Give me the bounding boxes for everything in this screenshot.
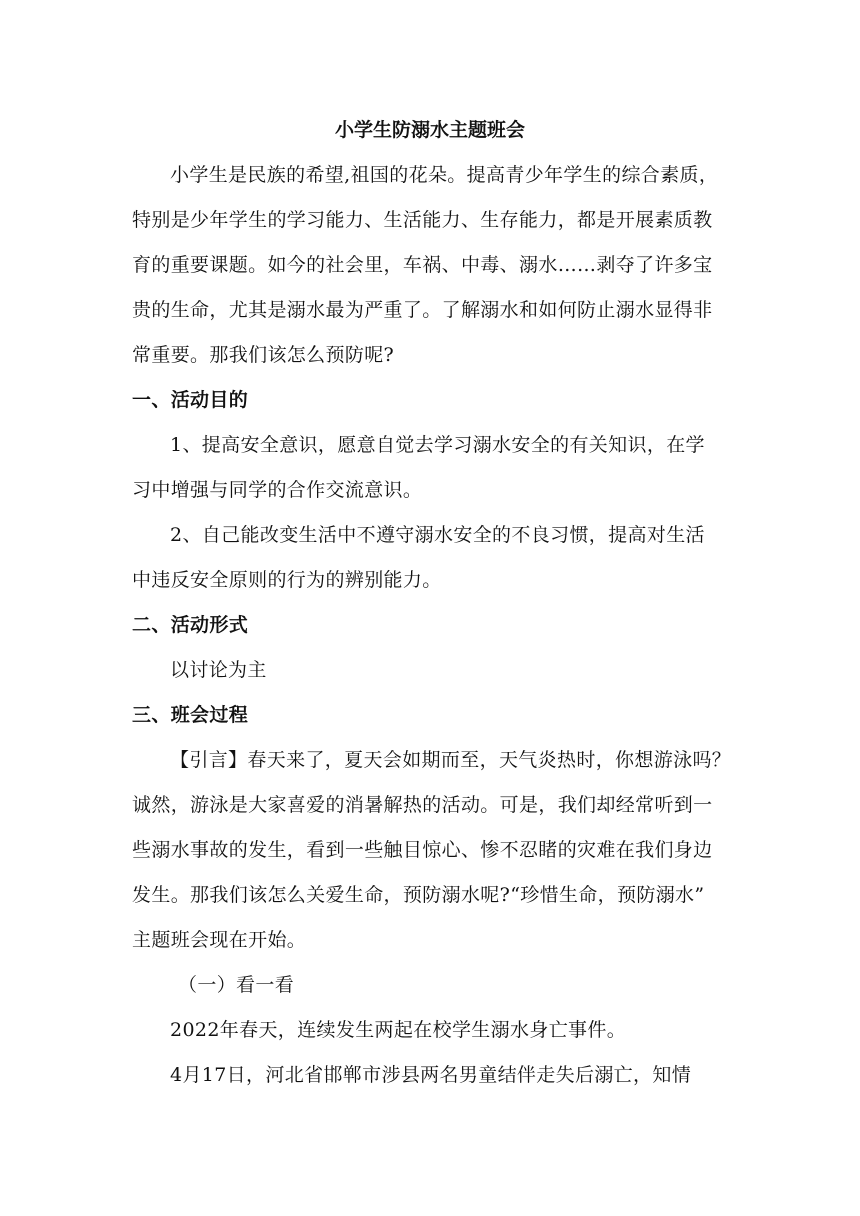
event-1-line-1: 4月17日，河北省邯郸市涉县两名男童结伴走失后溺亡，知情 — [170, 1064, 692, 1086]
goal-1-line-1: 1、提高安全意识，愿意自觉去学习溺水安全的有关知识，在学 — [170, 434, 705, 456]
process-intro-line-3: 些溺水事故的发生，看到一些触目惊心、惨不忍睹的灾难在我们身边 — [132, 839, 713, 861]
goal-2-line-2: 中违反安全原则的行为的辨别能力。 — [132, 569, 442, 591]
intro-line-3: 育的重要课题。如今的社会里，车祸、中毒、溺水……剥夺了许多宝 — [132, 254, 713, 276]
goal-1-line-2: 习中增强与同学的合作交流意识。 — [132, 479, 423, 501]
intro-line-5: 常重要。那我们该怎么预防呢? — [132, 344, 395, 366]
process-intro-line-2: 诚然，游泳是大家喜爱的消暑解热的活动。可是，我们却经常听到一 — [132, 794, 713, 816]
intro-line-2: 特别是少年学生的学习能力、生活能力、生存能力，都是开展素质教 — [132, 209, 713, 231]
section-heading-goals: 一、活动目的 — [132, 389, 249, 411]
process-intro-line-1: 【引言】春天来了，夏天会如期而至，天气炎热时，你想游泳吗？ — [170, 749, 732, 771]
intro-line-1: 小学生是民族的希望,祖国的花朵。提高青少年学生的综合素质， — [170, 164, 719, 186]
event-intro: 2022年春天，连续发生两起在校学生溺水身亡事件。 — [170, 1019, 627, 1041]
format-text: 以讨论为主 — [170, 659, 267, 681]
process-intro-line-4: 发生。那我们该怎么关爱生命，预防溺水呢?“珍惜生命，预防溺水” — [132, 884, 705, 906]
process-intro-line-5: 主题班会现在开始。 — [132, 929, 307, 951]
section-heading-format: 二、活动形式 — [132, 614, 249, 636]
section-heading-process: 三、班会过程 — [132, 704, 249, 726]
document-title: 小学生防溺水主题班会 — [334, 119, 525, 141]
intro-line-4: 贵的生命，尤其是溺水最为严重了。了解溺水和如何防止溺水显得非 — [132, 299, 713, 321]
goal-2-line-1: 2、自己能改变生活中不遵守溺水安全的不良习惯，提高对生活 — [170, 524, 705, 546]
subsection-look: （一）看一看 — [178, 974, 295, 996]
